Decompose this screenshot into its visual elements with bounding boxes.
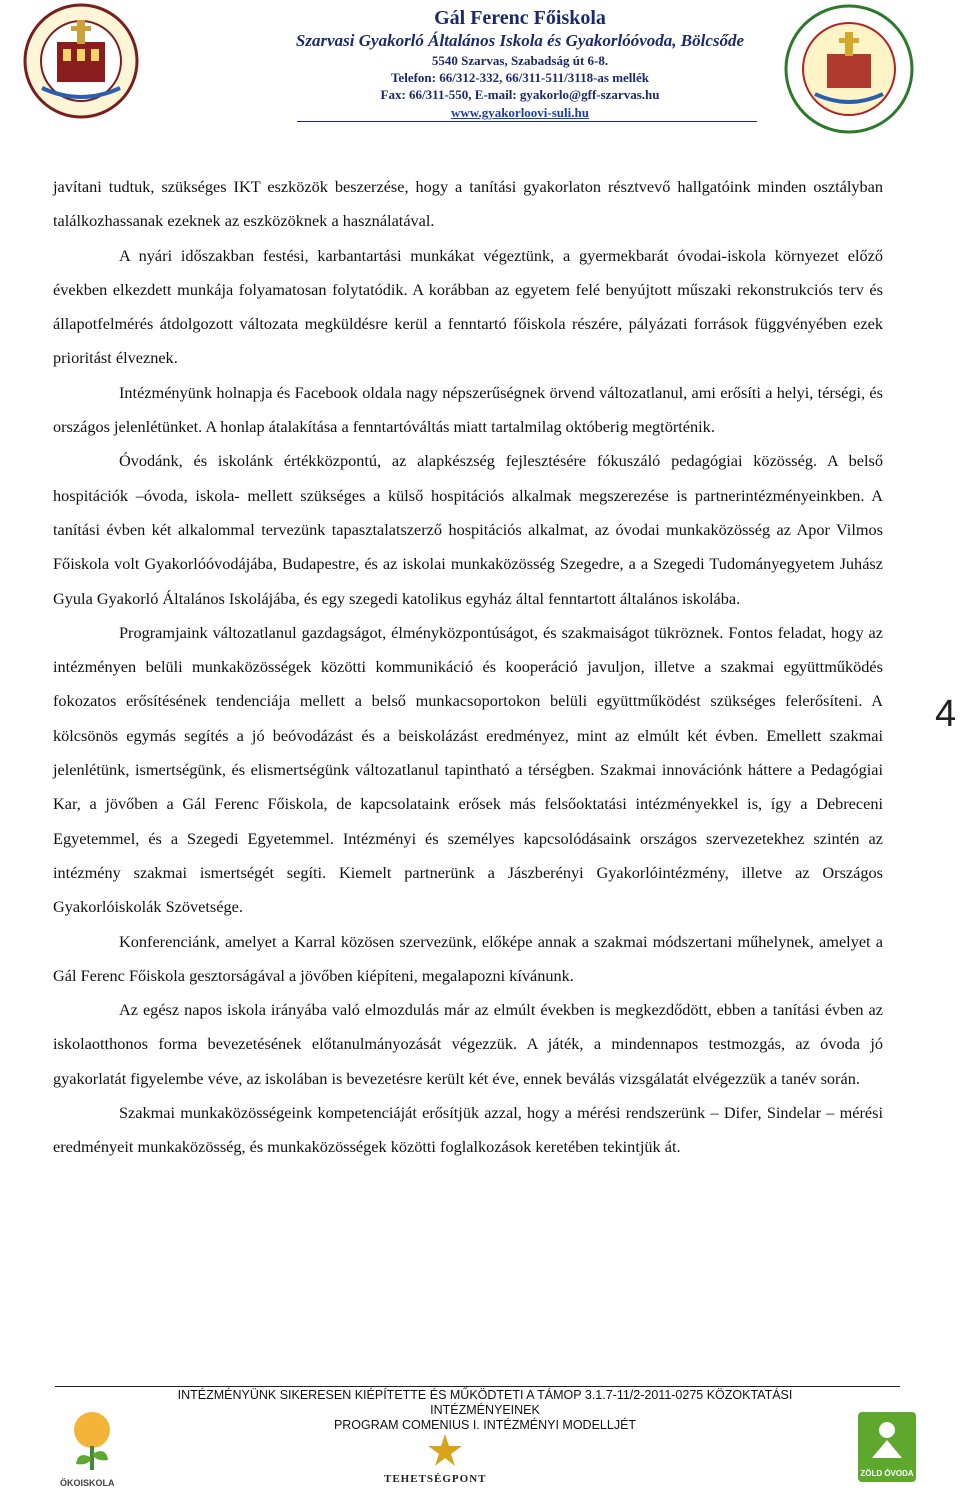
- phone: Telefon: 66/312-332, 66/311-511/3118-as mellék: [390, 70, 650, 85]
- eco-school-label: ÖKOISKOLA: [60, 1478, 115, 1488]
- paragraph: Intézményünk holnapja és Facebook oldala nagy népszerűségnek örvend változatlanul, ami erősíti a helyi, térségi, és országos jelenlétünket. A honlap átalakítása a fenntartóváltás miatt tartalmilag októberig megtörténik.: [53, 382, 883, 437]
- paragraph: Szakmai munkaközösségeink kompetenciáját erősítjük azzal, hogy a mérési rendszerünk – Difer, Sindelar – mérési eredményeit munkaközösség, és munkaközösségek közötti foglalkozások keretében tekintjük át.: [53, 1103, 883, 1157]
- document-body: [53, 170, 883, 1165]
- green-kindergarten-logo-icon: [858, 1412, 916, 1482]
- letterhead: [0, 0, 960, 140]
- paragraph: Konferenciánk, amelyet a Karral közösen szervezünk, előképe annak a szakmai módszertani műhelynek, amelyet a Gál Ferenc Főiskola gesztorságával a jövőben kiépíteni, megalapozni kívánunk.: [53, 931, 883, 985]
- talent-point-label: TEHETSÉGPONT: [384, 1473, 487, 1485]
- footer-line-1: INTÉZMÉNYÜNK SIKERESEN KIÉPÍTETTE ÉS MŰKÖDTETI A TÁMOP 3.1.7-11/2-2011-0275 KÖZOKTATÁSI INTÉZMÉNYEINEK: [177, 1388, 793, 1417]
- fax-email: Fax: 66/311-550, E-mail: gyakorlo@gff-szarvas.hu: [380, 87, 660, 102]
- paragraph: Programjaink változatlanul gazdagságot, élményközpontúságot, és szakmaiságot tükröznek. Fontos feladat, hogy az intézményen belüli munkaközösségek közötti kommunikáció és kooperáció javuljon, illetve a szakmai együttműködés fokozatos erősítésének tendenciája mellett a belső munkacsoportokon belüli együttműködést szükséges felerősíteni. A kölcsönös egymás segítés a jó beóvodázást és a beiskolázást eredményez, mint az elmúlt két évben. Emellett szakmai jelenlétünk, ismertségünk, és elismertségünk változatlanul tapintható a térségben. Szakmai innovációnk háttere a Pedagógiai Kar, a jövőben a Gál Ferenc Főiskola, de kapcsolataink erősek más felsőoktatási intézményekkel is, így a Debreceni Egyetemmel, és a Szegedi Egyetemmel. Intézményi és személyes kapcsolódásaink országos szervezetekhez szintén az intézmény szakmai ismertségét segíti. Kiemelt partnerünk a Jászberényi Gyakorlóintézmény, illetve az Országos Gyakorlóiskolák Szövetsége.: [53, 622, 883, 917]
- paragraph: Óvodánk, és iskolánk értékközpontú, az alapkészség fejlesztésére fókuszáló pedagógiai közösség. A belső hospitációk –óvoda, iskola- mellett szükséges a külső hospitációs alkalmak megszerezése is partnerintézményeinkben. A tanítási évben két alkalommal tervezünk tapasztalatszerző hospitációs alkalmat, az óvodai munkaközösség az Apor Vilmos Főiskola volt Gyakorlóóvodájába, Budapestre, és az iskolai munkaközösség Szegedre, a a Szegedi Tudományegyetem Juhász Gyula Gyakorló Általános Iskolájába, és egy szegedi katolikus egyház által fenntartott általános iskolába.: [53, 451, 883, 608]
- header-divider: [297, 121, 757, 122]
- institution-title: Gál Ferenc Főiskola: [434, 7, 606, 29]
- page-number: 4: [935, 693, 957, 735]
- institution-subtitle: Szarvasi Gyakorló Általános Iskola és Gyakorlóóvoda, Bölcsőde: [295, 31, 745, 50]
- paragraph: javítani tudtuk, szükséges IKT eszközök beszerzése, hogy a tanítási gyakorlaton résztvevő hallgatóink minden osztályban találkozhassanak ezeknek az eszközöknek a használatával.: [53, 177, 883, 231]
- footer-line-2: PROGRAM COMENIUS I. INTÉZMÉNYI MODELLJÉT: [333, 1418, 637, 1432]
- green-kindergarten-label: ZÖLD ÓVODA: [860, 1469, 914, 1478]
- eco-school-logo-icon: [70, 1408, 114, 1478]
- footer-note: [150, 1388, 820, 1433]
- website-link[interactable]: www.gyakorloovi-suli.hu: [451, 105, 589, 120]
- address: 5540 Szarvas, Szabadság út 6-8.: [431, 53, 609, 68]
- paragraph: Az egész napos iskola irányába való elmozdulás már az elmúlt években is megkezdődött, ebben a tanítási évben az iskolaotthonos forma bevezetésének előtanulmányozását végezzük. A játék, a mindennapos testmozgás, az óvoda jó gyakorlatát figyelembe véve, az iskolában is bevezetésre került két éve, ennek beválás vizsgálatát elvégezzük a tanév során.: [53, 1000, 883, 1088]
- school-seal-icon: [775, 2, 923, 137]
- paragraph: A nyári időszakban festési, karbantartási munkákat végeztünk, a gyermekbarát óvodai-iskola környezet előző években elkezdett munkája folyamatosan folytatódik. A korábban az egyetem felé benyújtott műszaki rekonstrukciós terv és állapotfelmérés átdolgozott változata megküldésre kerül a fenntartó főiskola részére, pályázati források függvényében ezek prioritást élveznek.: [53, 245, 883, 368]
- footer-divider: [55, 1386, 900, 1387]
- college-crest-icon: [22, 2, 140, 120]
